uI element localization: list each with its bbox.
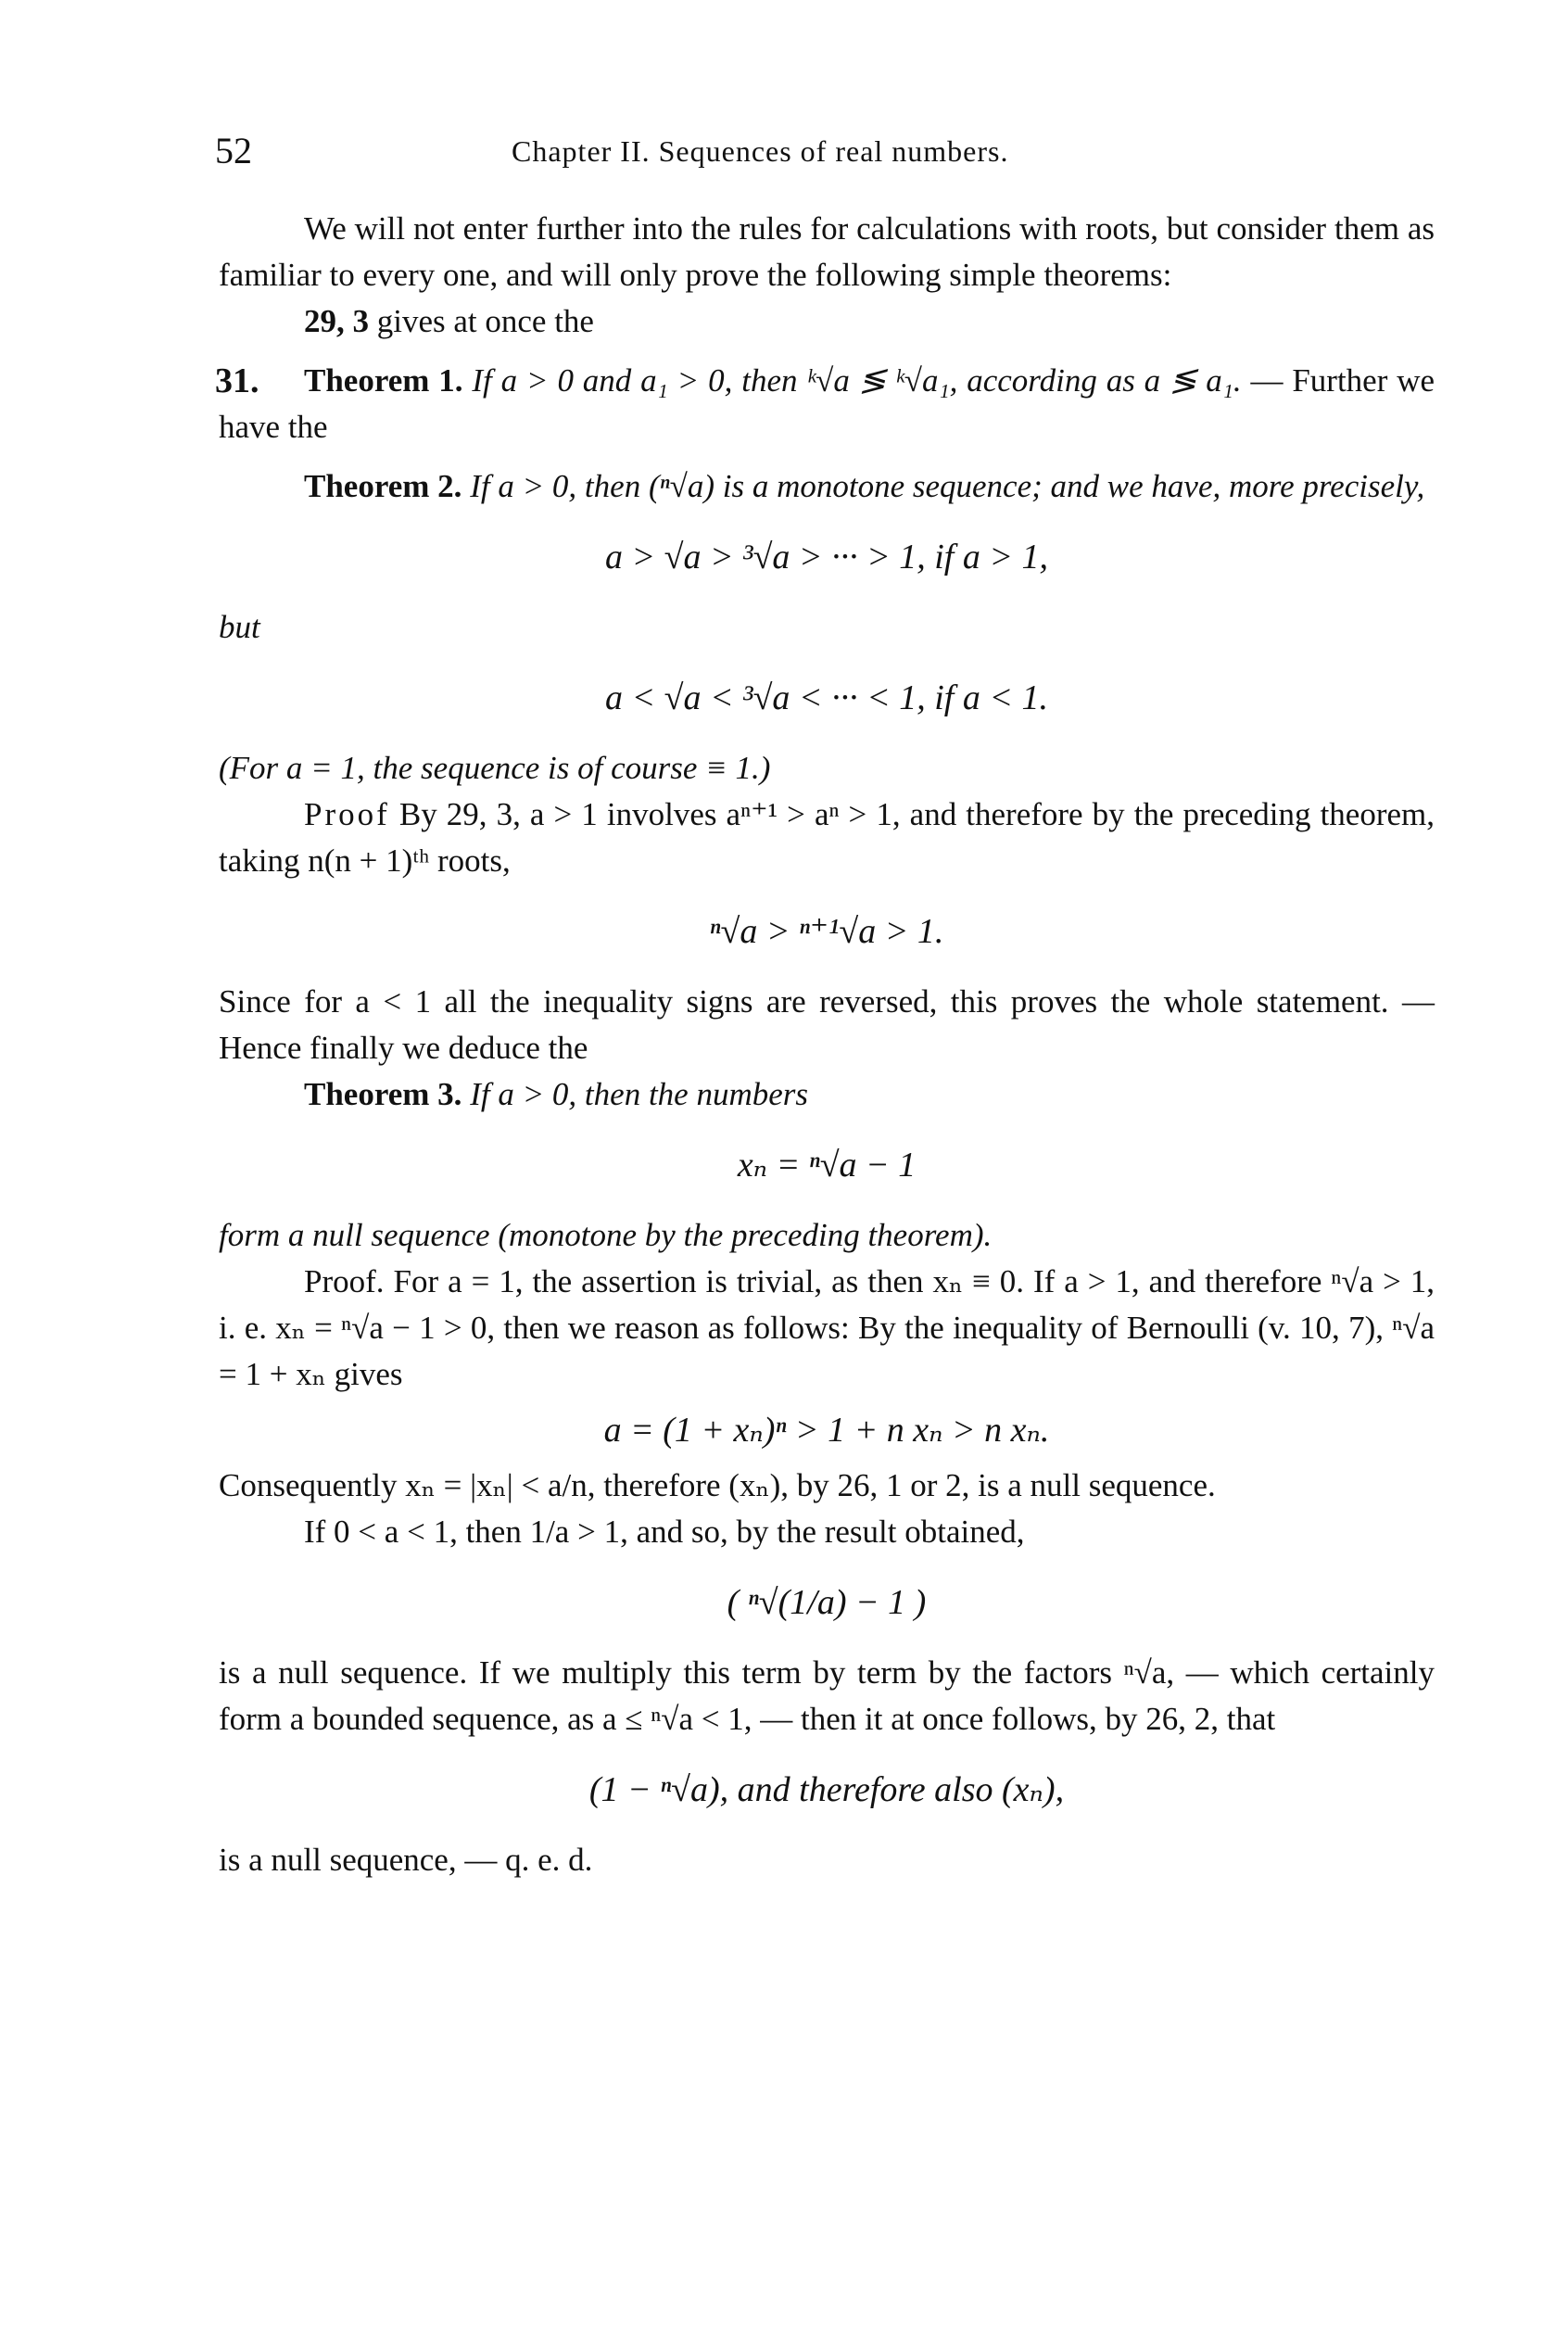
- page-header: [215, 128, 1438, 180]
- theorem-2-label: Theorem 2.: [304, 468, 462, 504]
- theorem-1-statement: If a > 0 and a₁ > 0, then ᵏ√a ≶ ᵏ√a₁, according as a ≶ a₁.: [472, 362, 1242, 399]
- proof-1-label: Proof: [304, 796, 390, 832]
- cross-reference: 29, 3: [304, 303, 369, 339]
- proof-2-label: Proof.: [304, 1263, 385, 1299]
- theorem-3-statement: If a > 0, then the numbers: [470, 1076, 809, 1112]
- theorem-1-label: Theorem 1.: [304, 362, 463, 399]
- theorem-3-label: Theorem 3.: [304, 1076, 462, 1112]
- page-body: [215, 206, 1435, 1883]
- theorem-2-note: (For a = 1, the sequence is of course ≡ 1.): [219, 750, 771, 786]
- running-head: Chapter II. Sequences of real numbers.: [512, 134, 1009, 168]
- theorem-1-continuation: — Further we have the: [219, 362, 1435, 445]
- proof-1: [219, 792, 1435, 884]
- theorem-3-equation: xₙ = ⁿ√a − 1: [737, 1146, 917, 1185]
- lead-in-text: gives at once the: [376, 303, 594, 339]
- proof-2-text-1: For a = 1, the assertion is trivial, as then xₙ ≡ 0. If a > 1, and therefore ⁿ√a > 1, i. e. xₙ = ⁿ√a − 1 > 0, then we reason as follows: By the inequality of Bernoulli (v. 10, 7), ⁿ√a = 1 + xₙ gives: [219, 1263, 1435, 1392]
- proof-2-equation-2: ( ⁿ√(1/a) − 1 ): [727, 1583, 927, 1622]
- proof-2-text-3: If 0 < a < 1, then 1/a > 1, and so, by the result obtained,: [304, 1514, 1025, 1550]
- theorem-3-conclusion: form a null sequence (monotone by the preceding theorem).: [219, 1217, 993, 1253]
- proof-2-text-4: is a null sequence. If we multiply this term by term by the factors ⁿ√a, — which certainly form a bounded sequence, as a ≤ ⁿ√a < 1, — then it at once follows, by 26, 2, that: [219, 1654, 1435, 1737]
- proof-1-equation: ⁿ√a > ⁿ⁺¹√a > 1.: [709, 912, 944, 951]
- intro-paragraph: We will not enter further into the rules for calculations with roots, but consider them as familiar to every one, and will only prove the following simple theorems:: [219, 210, 1435, 293]
- theorem-2-statement: If a > 0, then (ⁿ√a) is a monotone sequence; and we have, more precisely,: [470, 468, 1425, 504]
- proof-1-text: By 29, 3, a > 1 involves aⁿ⁺¹ > aⁿ > 1, and therefore by the preceding theorem, taking n(n + 1)ᵗʰ roots,: [219, 796, 1435, 879]
- proof-2-end: is a null sequence, — q. e. d.: [219, 1842, 593, 1878]
- theorem-1: [215, 358, 1435, 450]
- lead-in-paragraph: [219, 298, 1435, 345]
- theorem-2-equation-1: a > √a > ³√a > ··· > 1, if a > 1,: [605, 538, 1048, 576]
- section-number: 31.: [215, 361, 259, 400]
- theorem-2-equation-2: a < √a < ³√a < ··· < 1, if a < 1.: [605, 678, 1048, 717]
- theorem-2-but: but: [219, 609, 260, 645]
- proof-2-text-2: Consequently xₙ = |xₙ| < a/n, therefore (xₙ), by 26, 1 or 2, is a null sequence.: [219, 1467, 1216, 1503]
- theorem-2: [219, 463, 1435, 510]
- proof-1-conclusion: Since for a < 1 all the inequality signs are reversed, this proves the whole statement. — Hence finally we deduce the: [219, 983, 1435, 1066]
- proof-2-equation-1: a = (1 + xₙ)ⁿ > 1 + n xₙ > n xₙ.: [603, 1411, 1050, 1450]
- proof-2-equation-3: (1 − ⁿ√a), and therefore also (xₙ),: [588, 1770, 1065, 1809]
- page-number: 52: [215, 130, 252, 171]
- proof-2: [219, 1259, 1435, 1398]
- theorem-3: [219, 1071, 1435, 1118]
